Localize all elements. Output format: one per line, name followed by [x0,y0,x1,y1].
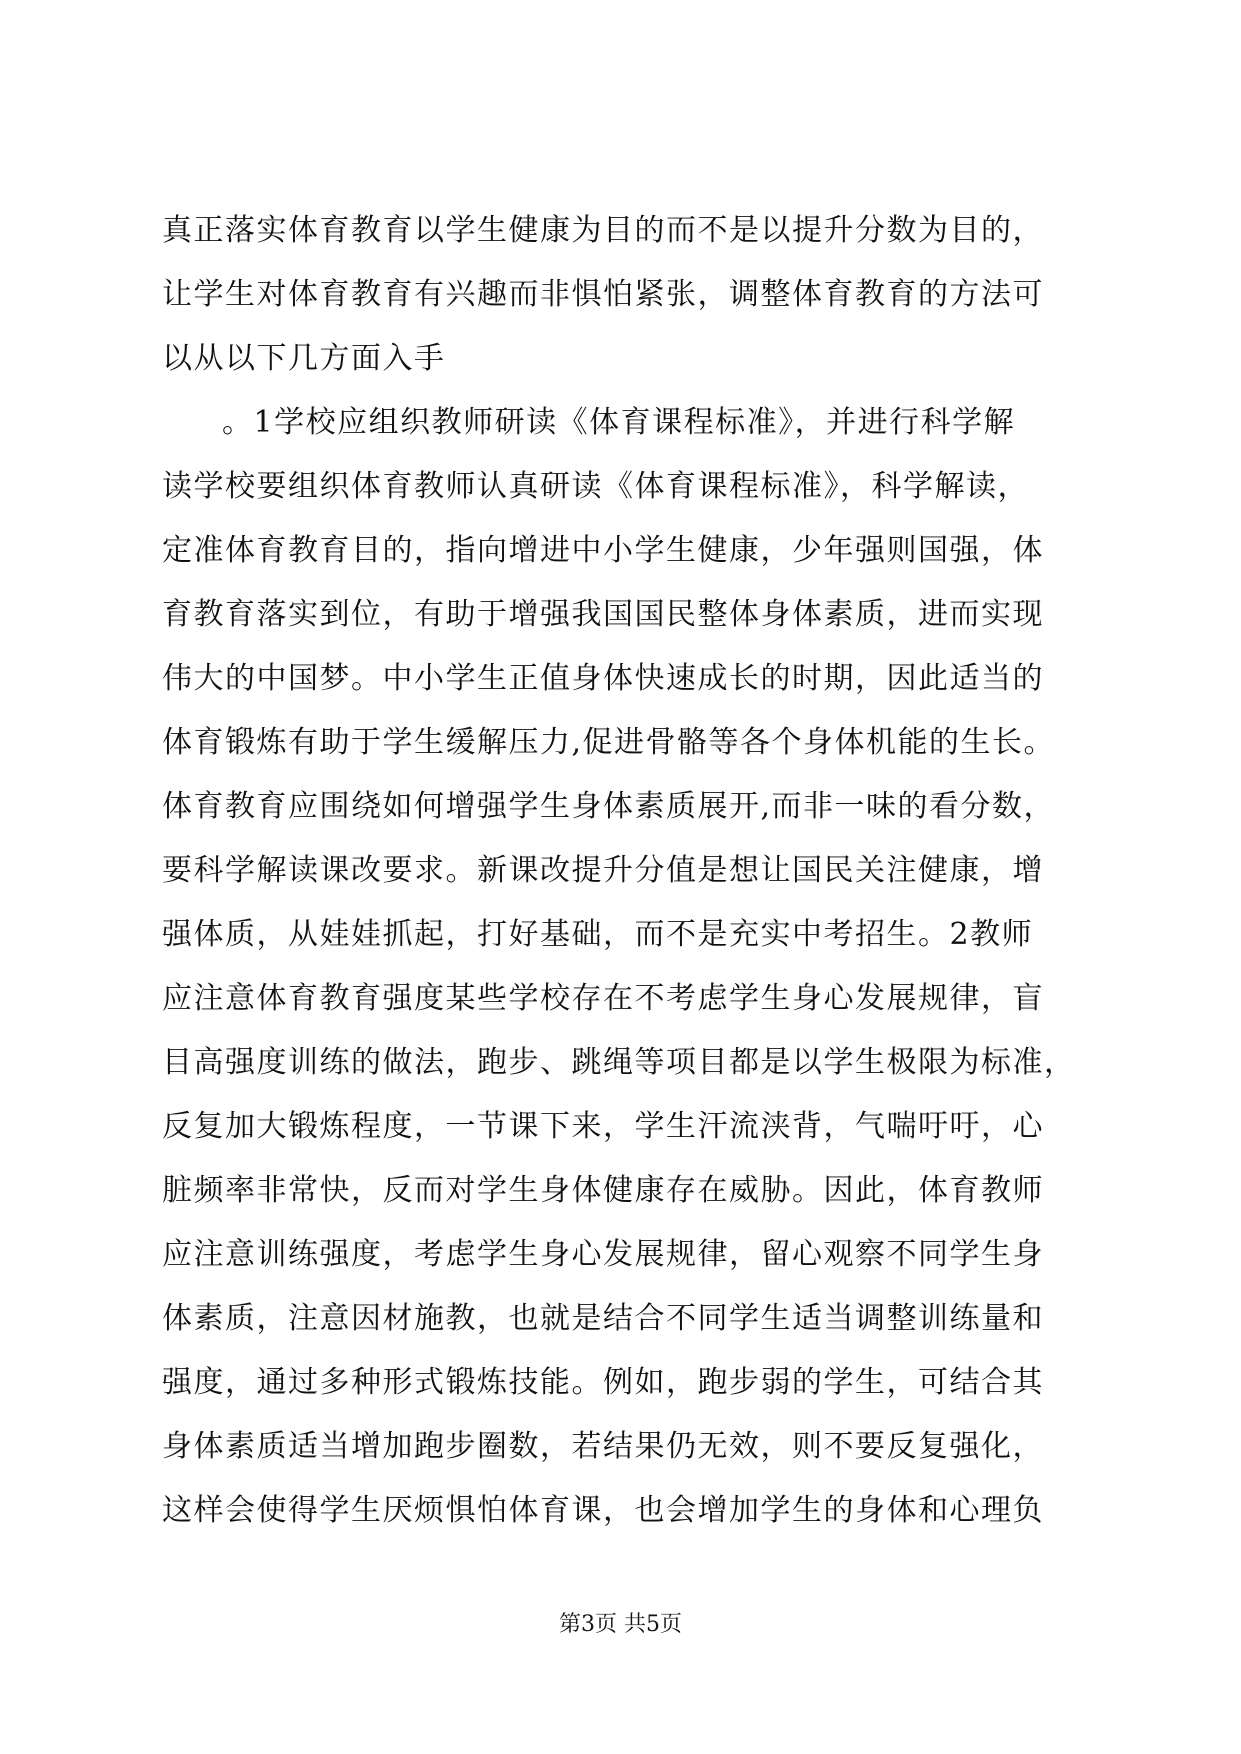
paragraph-line: 这样会使得学生厌烦惧怕体育课，也会增加学生的身体和心理负 [162,1493,1044,1528]
paragraph-line: 反复加大锻炼程度，一节课下来，学生汗流浃背，气喘吁吁，心 [162,1109,1044,1144]
paragraph-line: 体素质，注意因材施教，也就是结合不同学生适当调整训练量和 [162,1301,1044,1336]
paragraph-line: 读学校要组织体育教师认真研读《体育课程标准》，科学解读， [162,469,1029,504]
paragraph-line: 强度，通过多种形式锻炼技能。例如，跑步弱的学生，可结合其 [162,1365,1044,1400]
paragraph-line: 伟大的中国梦。中小学生正值身体快速成长的时期，因此适当的 [162,661,1044,696]
page-footer [0,1610,1241,1640]
paragraph-line: 应注意训练强度，考虑学生身心发展规律，留心观察不同学生身 [162,1237,1044,1272]
paragraph-line: 定准体育教育目的，指向增进中小学生健康，少年强则国强，体 [162,533,1044,568]
paragraph-line: 目高强度训练的做法，跑步、跳绳等项目都是以学生极限为标准， [162,1045,1076,1080]
paragraph-line: 真正落实体育教育以学生健康为目的而不是以提升分数为目的， [162,213,1044,248]
paragraph-line: 育教育落实到位，有助于增强我国国民整体身体素质，进而实现 [162,597,1044,632]
paragraph-line: 身体素质适当增加跑步圈数，若结果仍无效，则不要反复强化， [162,1429,1044,1464]
paragraph-line: 应注意体育教育强度某些学校存在不考虑学生身心发展规律，盲 [162,981,1044,1016]
paragraph-line: 以从以下几方面入手 [162,341,446,376]
paragraph-line: 体育锻炼有助于学生缓解压力,促进骨骼等各个身体机能的生长。 [162,725,1056,760]
page-number-label: 第3页 共5页 [559,1612,682,1637]
paragraph-line: 要科学解读课改要求。新课改提升分值是想让国民关注健康，增 [162,853,1044,888]
paragraph-line: 强体质，从娃娃抓起，打好基础，而不是充实中考招生。2教师 [162,917,1034,952]
paragraph-line: 。1学校应组织教师研读《体育课程标准》，并进行科学解 [222,405,1016,440]
body-text [162,199,1082,1543]
paragraph-line: 让学生对体育教育有兴趣而非惧怕紧张，调整体育教育的方法可 [162,277,1044,312]
paragraph-line: 体育教育应围绕如何增强学生身体素质展开,而非一味的看分数， [162,789,1056,824]
paragraph-line: 脏频率非常快，反而对学生身体健康存在威胁。因此，体育教师 [162,1173,1044,1208]
